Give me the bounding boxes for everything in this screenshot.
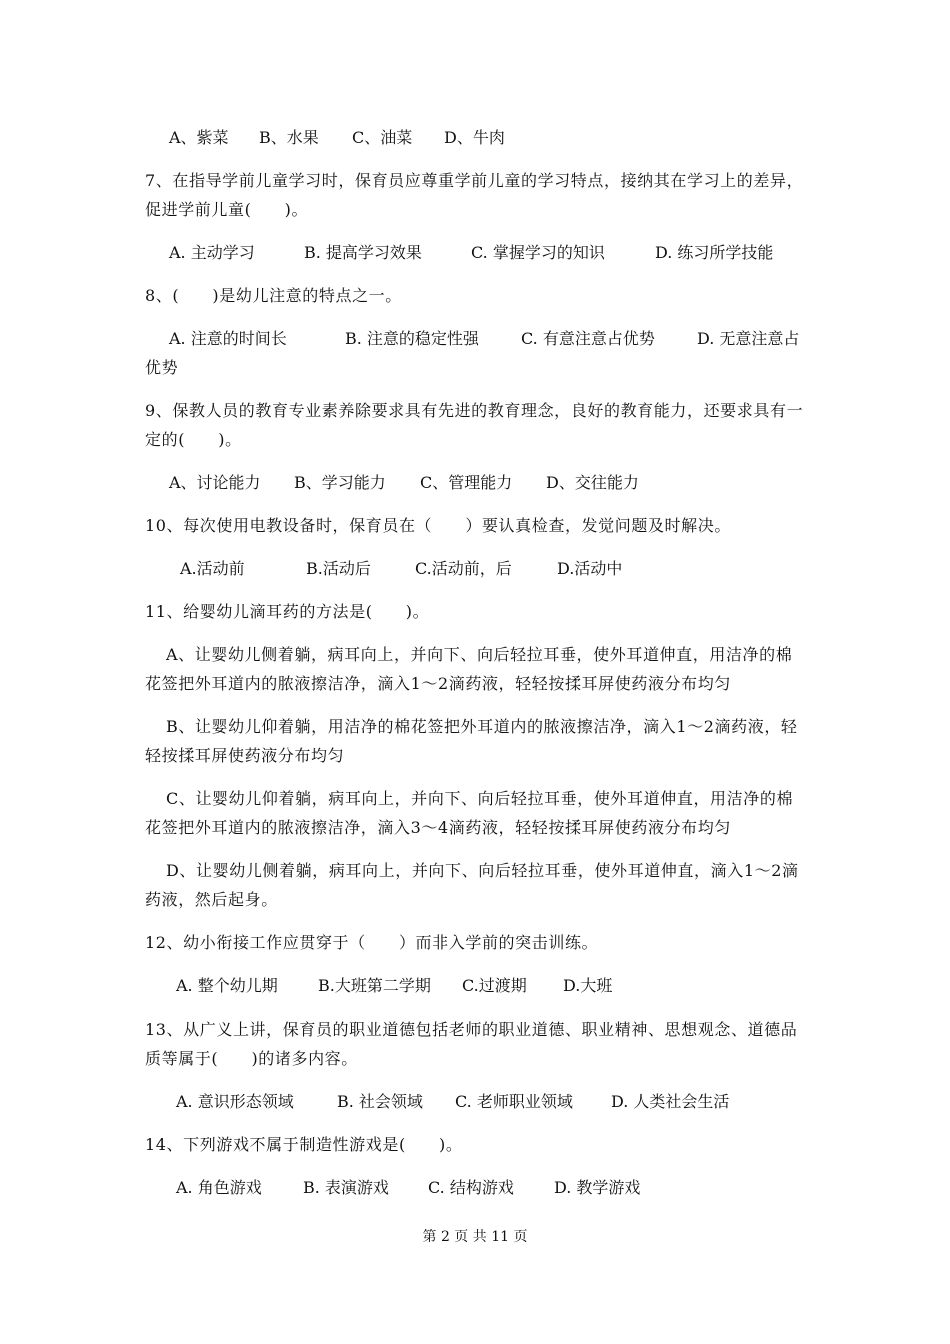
option-c: C. 有意注意占优势 <box>521 329 655 348</box>
option-c: C. 老师职业领域 <box>455 1092 573 1111</box>
question-text: 7、在指导学前儿童学习时，保育员应尊重学前儿童的学习特点，接纳其在学习上的差异， <box>145 171 804 190</box>
option-b: B、学习能力 <box>294 473 386 492</box>
question-text: 11、给婴幼儿滴耳药的方法是( )。 <box>145 602 430 621</box>
option-a: A. 角色游戏 <box>176 1178 262 1197</box>
option-d: D.大班 <box>563 976 613 995</box>
option-d: D、牛肉 <box>444 128 505 147</box>
option-a: A. 整个幼儿期 <box>176 976 278 995</box>
option-b: B.大班第二学期 <box>318 976 431 995</box>
option-b: B.活动后 <box>306 559 371 578</box>
option-b-wrap: 轻按揉耳屏使药液分布均匀 <box>145 746 345 765</box>
question-text: 质等属于( )的诸多内容。 <box>145 1049 358 1068</box>
option-d: D. 练习所学技能 <box>655 243 774 262</box>
option-a: A、让婴幼儿侧着躺，病耳向上，并向下、向后轻拉耳垂，使外耳道伸直，用洁净的棉 <box>166 645 793 664</box>
page-footer: 第 2 页 共 11 页 <box>422 1229 528 1245</box>
option-d: D、让婴幼儿侧着躺，病耳向上，并向下、向后轻拉耳垂，使外耳道伸直，滴入1～2滴 <box>166 861 799 880</box>
option-d-wrap: 优势 <box>145 358 179 377</box>
question-text: 8、( )是幼儿注意的特点之一。 <box>145 286 402 305</box>
option-c: C、管理能力 <box>420 473 513 492</box>
question-text: 9、保教人员的教育专业素养除要求具有先进的教育理念，良好的教育能力，还要求具有一 <box>145 401 804 420</box>
option-c: C.活动前，后 <box>415 559 512 578</box>
question-text: 12、幼小衔接工作应贯穿于（ ）而非入学前的突击训练。 <box>145 933 599 952</box>
option-b: B、让婴幼儿仰着躺，用洁净的棉花签把外耳道内的脓液擦洁净，滴入1～2滴药液，轻 <box>166 717 798 736</box>
option-c: C、让婴幼儿仰着躺，病耳向上，并向下、向后轻拉耳垂，使外耳道伸直，用洁净的棉 <box>166 789 794 808</box>
question-text: 10、每次使用电教设备时，保育员在（ ）要认真检查，发觉问题及时解决。 <box>145 516 731 535</box>
option-a: A. 注意的时间长 <box>169 329 287 348</box>
option-a: A.活动前 <box>180 559 245 578</box>
option-d: D. 人类社会生活 <box>611 1092 730 1111</box>
option-b: B. 注意的稳定性强 <box>345 329 479 348</box>
option-b: B. 表演游戏 <box>303 1178 389 1197</box>
option-c: C. 结构游戏 <box>428 1178 514 1197</box>
question-text: 13、从广义上讲，保育员的职业道德包括老师的职业道德、职业精神、思想观念、道德品 <box>145 1020 798 1039</box>
option-c: C. 掌握学习的知识 <box>471 243 605 262</box>
option-d: D、交往能力 <box>546 473 639 492</box>
option-b: B. 社会领域 <box>337 1092 423 1111</box>
question-text: 14、下列游戏不属于制造性游戏是( )。 <box>145 1135 463 1154</box>
question-text: 促进学前儿童( )。 <box>145 200 309 219</box>
option-a: A、讨论能力 <box>169 473 261 492</box>
option-d: D. 无意注意占 <box>697 329 800 348</box>
question-text: 定的( )。 <box>145 430 242 449</box>
option-d: D. 教学游戏 <box>554 1178 641 1197</box>
option-c-wrap: 花签把外耳道内的脓液擦洁净，滴入3～4滴药液，轻轻按揉耳屏使药液分布均匀 <box>145 818 731 837</box>
option-c: C.过渡期 <box>462 976 527 995</box>
option-c: C、油菜 <box>352 128 413 147</box>
option-a-wrap: 花签把外耳道内的脓液擦洁净，滴入1～2滴药液，轻轻按揉耳屏使药液分布均匀 <box>145 674 731 693</box>
option-a: A. 主动学习 <box>169 243 255 262</box>
option-d: D.活动中 <box>557 559 623 578</box>
option-b: B. 提高学习效果 <box>304 243 422 262</box>
option-d-wrap: 药液，然后起身。 <box>145 890 278 909</box>
option-a: A. 意识形态领域 <box>176 1092 294 1111</box>
option-b: B、水果 <box>259 128 319 147</box>
option-a: A、紫菜 <box>169 128 229 147</box>
